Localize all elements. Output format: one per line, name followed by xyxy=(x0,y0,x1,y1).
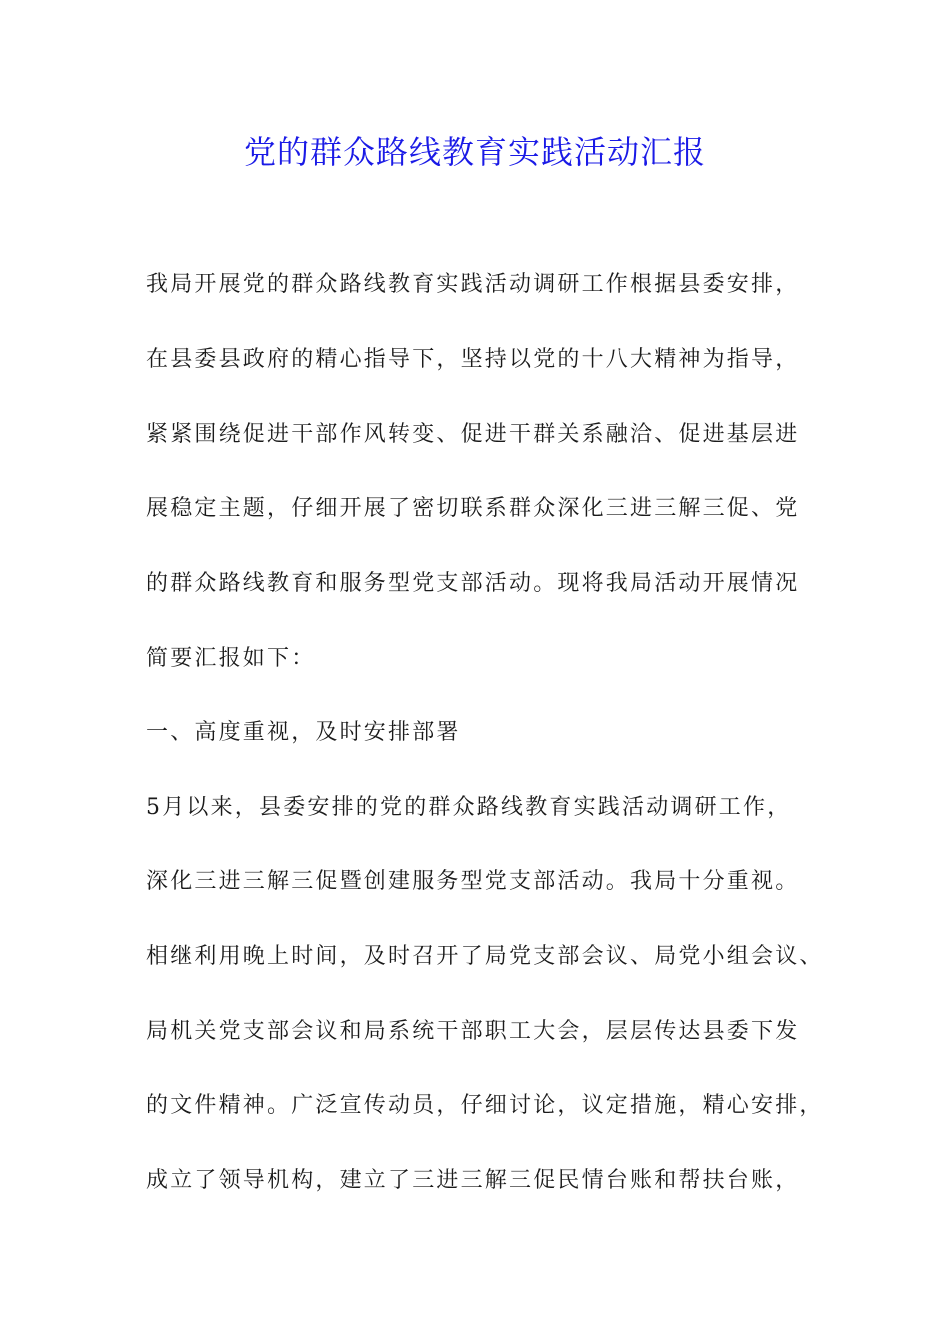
paragraph-line: 紧紧围绕促进干部作风转变、促进干群关系融洽、促进基层进 xyxy=(146,422,800,447)
section-heading: 一、高度重视，及时安排部署 xyxy=(146,720,461,745)
paragraph-line: 深化三进三解三促暨创建服务型党支部活动。我局十分重视。 xyxy=(146,869,800,894)
document-title: 党的群众路线教育实践活动汇报 xyxy=(243,133,706,171)
paragraph-line: 的群众路线教育和服务型党支部活动。现将我局活动开展情况 xyxy=(146,571,800,596)
paragraph-line: 成立了领导机构，建立了三进三解三促民情台账和帮扶台账， xyxy=(146,1168,800,1193)
paragraph-line: 简要汇报如下： xyxy=(146,646,316,671)
paragraph-line: 相继利用晚上时间，及时召开了局党支部会议、局党小组会议、 xyxy=(146,944,824,969)
paragraph-line: 在县委县政府的精心指导下，坚持以党的十八大精神为指导， xyxy=(146,347,800,372)
paragraph-line: 5月以来，县委安排的党的群众路线教育实践活动调研工作， xyxy=(146,795,792,820)
paragraph-line: 我局开展党的群众路线教育实践活动调研工作根据县委安排， xyxy=(146,272,800,297)
paragraph-line: 局机关党支部会议和局系统干部职工大会，层层传达县委下发 xyxy=(146,1019,800,1044)
paragraph-line: 展稳定主题，仔细开展了密切联系群众深化三进三解三促、党 xyxy=(146,496,800,521)
paragraph-line: 的文件精神。广泛宣传动员，仔细讨论，议定措施，精心安排， xyxy=(146,1093,824,1118)
